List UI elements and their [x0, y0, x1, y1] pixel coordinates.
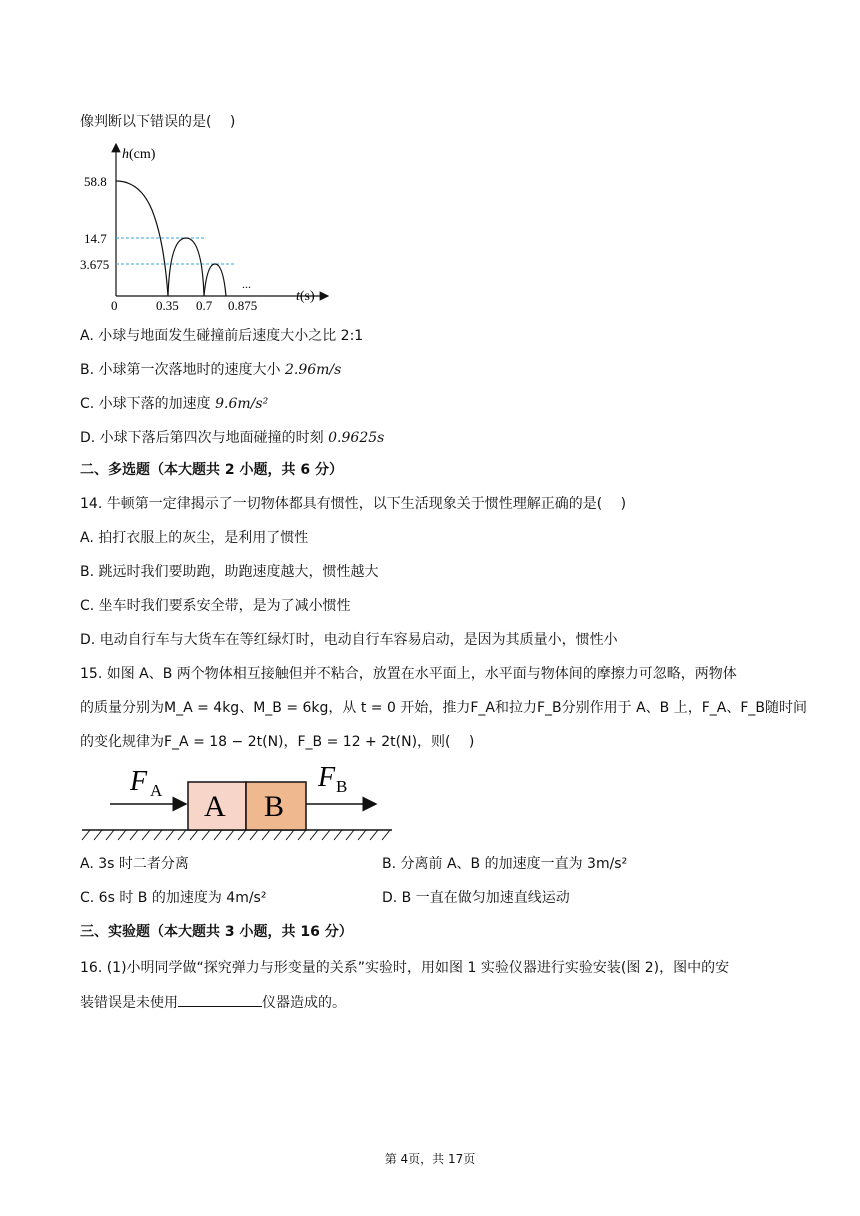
bounce-2 — [204, 264, 226, 296]
x-tick-0: 0 — [111, 298, 118, 310]
q16-text-before: 装错误是未使用 — [80, 995, 178, 1011]
q13-option-b — [80, 360, 341, 380]
section-2-heading: 二、多选题（本大题共 2 小题，共 6 分） — [80, 462, 343, 478]
q16-line-2 — [80, 992, 346, 1013]
x-tick-3: 0.875 — [228, 298, 258, 310]
q13-option-d — [80, 428, 384, 448]
q13-option-c — [80, 394, 268, 414]
q15-option-d: D. B 一直在做匀加速直线运动 — [382, 890, 570, 906]
q13-option-b-math: 2.96m/s — [284, 362, 342, 378]
q15-line-2: 的质量分别为M_A = 4kg、M_B = 6kg，从 t = 0 开始，推力F_A和拉力F_B分别作用于 A、B 上，F_A、F_B随时间 — [80, 700, 807, 716]
y-axis-label: h(cm) — [122, 147, 156, 162]
q15-option-a: A. 3s 时二者分离 — [80, 856, 189, 872]
force-b-sub: B — [336, 777, 348, 796]
bounce-graph — [80, 140, 340, 310]
q14-option-a: A. 拍打衣服上的灰尘，是利用了惯性 — [80, 530, 309, 546]
q13-option-b-text: B. 小球第一次落地时的速度大小 — [80, 362, 285, 378]
q14-option-b: B. 跳远时我们要助跑，助跑速度越大，惯性越大 — [80, 564, 379, 580]
y-tick-0: 58.8 — [84, 174, 107, 189]
force-a-label: F — [130, 766, 148, 797]
q15-line-1: 15. 如图 A、B 两个物体相互接触但并不粘合，放置在水平面上，水平面与物体间的摩擦力可忽略，两物体 — [80, 666, 737, 682]
bounce-1 — [168, 238, 204, 296]
q14-stem: 14. 牛顿第一定律揭示了一切物体都具有惯性，以下生活现象关于惯性理解正确的是( ) — [80, 496, 627, 512]
q13-tail: 像判断以下错误的是( ) — [80, 114, 236, 130]
x-tick-1: 0.35 — [156, 298, 179, 310]
q14-option-c: C. 坐车时我们要系安全带，是为了减小惯性 — [80, 598, 351, 614]
y-tick-2: 3.675 — [80, 257, 110, 272]
x-tick-2: 0.7 — [196, 298, 213, 310]
graph-ellipsis: ... — [242, 277, 251, 291]
block-b-label: B — [264, 790, 285, 823]
q13-option-c-text: C. 小球下落的加速度 — [80, 396, 216, 412]
q13-option-d-text: D. 小球下落后第四次与地面碰撞的时刻 — [80, 430, 329, 446]
force-a-sub: A — [150, 781, 163, 800]
q13-option-d-math: 0.9625s — [328, 430, 385, 446]
x-axis-label: t(s) — [296, 289, 315, 304]
q15-line-3: 的变化规律为F_A = 18 − 2t(N)，F_B = 12 + 2t(N)，则( ) — [80, 734, 475, 750]
section-3-heading: 三、实验题（本大题共 3 小题，共 16 分） — [80, 924, 353, 940]
q13-option-a: A. 小球与地面发生碰撞前后速度大小之比 2:1 — [80, 328, 364, 344]
block-a-label: A — [204, 790, 226, 823]
y-tick-1: 14.7 — [84, 231, 107, 246]
force-b-label: F — [318, 762, 336, 793]
q16-line-1: 16. (1)小明同学做“探究弹力与形变量的关系”实验时，用如图 1 实验仪器进行实验安装(图 2)，图中的安 — [80, 960, 730, 976]
q16-text-after: 仪器造成的。 — [262, 995, 346, 1011]
q13-option-c-math: 9.6m/s² — [215, 396, 269, 412]
q15-option-c: C. 6s 时 B 的加速度为 4m/s² — [80, 890, 267, 906]
ground-hatching — [82, 830, 390, 840]
blocks-figure — [80, 760, 400, 850]
q14-option-d: D. 电动自行车与大货车在等红绿灯时，电动自行车容易启动，是因为其质量小，惯性小 — [80, 632, 618, 648]
q15-option-b: B. 分离前 A、B 的加速度一直为 3m/s² — [382, 856, 628, 872]
page-footer: 第 4页，共 17页 — [384, 1152, 476, 1166]
answer-blank[interactable] — [178, 992, 262, 1007]
